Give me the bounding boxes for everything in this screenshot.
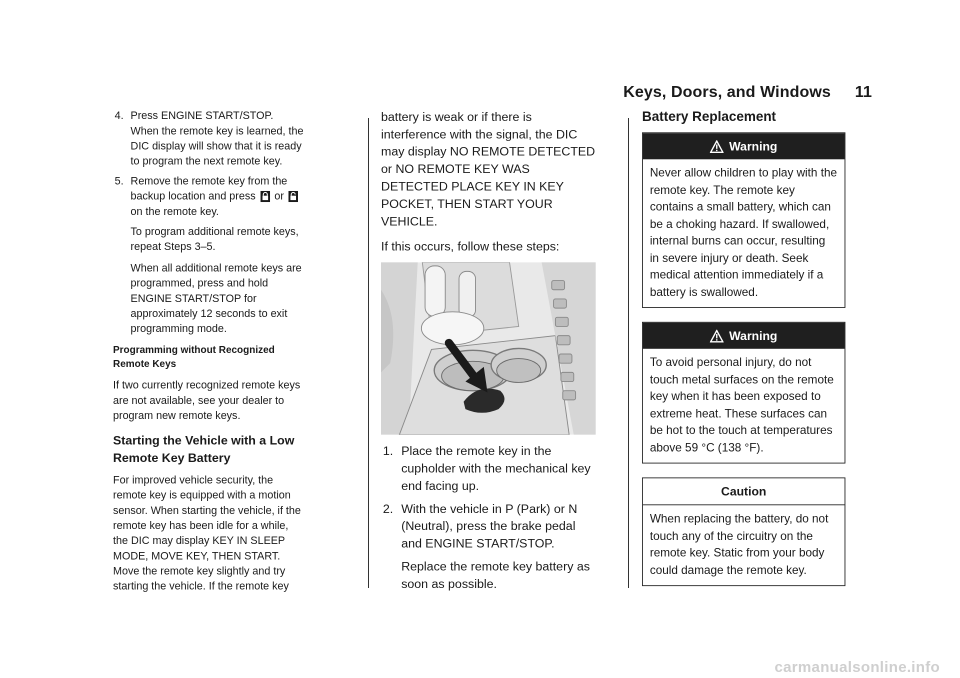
paragraph: If two currently recognized remote keys are not available, see your dealer to program new remote keys. (113, 379, 301, 422)
column-1 (113, 108, 304, 600)
warning-box (642, 322, 845, 464)
caution-box (642, 477, 845, 586)
step-number: 5. (114, 174, 124, 187)
unlock-icon (289, 191, 299, 202)
warning-text: Never allow children to play with the remote key. The remote key contains a small battery, which can be a choking hazard. If swallowed, internal burns can occur, resulting in severe injury or death. Seek medical attention immediately if a battery is swallowed. (649, 166, 838, 298)
sub-paragraph: To program additional remote keys, repeat Steps 3–5. (130, 225, 299, 253)
page-number: 11 (854, 84, 872, 101)
step-text-after: on the remote key. (130, 205, 219, 218)
step-number: 2. (382, 501, 394, 516)
step-text: Place the remote key in the cupholder with the mechanical key end facing up. (401, 443, 591, 493)
watermark: carmanualsonline.info (774, 659, 940, 676)
step-number: 4. (114, 109, 124, 122)
warning-triangle-icon (710, 140, 724, 153)
paragraph: battery is weak or if there is interference with the signal, the DIC may display NO REMOTE DETECTED or NO REMOTE KEY WAS DETECTED PLACE KEY IN KEY POCKET, THEN START YOUR VEHICLE. (381, 109, 596, 229)
step-text-or: or (274, 190, 284, 203)
subheading: Programming without Recognized Remote Keys (113, 344, 275, 370)
step-number: 1. (382, 443, 394, 458)
column-2 (381, 108, 596, 600)
paragraph: For improved vehicle security, the remote key is equipped with a motion sensor. When starting the vehicle, if the remote key has been idle for a while, the DIC may display KEY IN SLEEP MODE, MOVE KEY, THEN START. Move the remote key slightly and try starting the vehicle. If the remote key (113, 474, 301, 593)
column-divider (368, 118, 369, 588)
lock-icon (260, 191, 270, 202)
section-title: Keys, Doors, and Windows (623, 84, 831, 101)
sub-paragraph: Replace the remote key battery as soon as possible. (401, 559, 590, 591)
warning-triangle-icon (710, 330, 724, 343)
warning-header (643, 323, 845, 349)
step-text-before: Remove the remote key from the backup location and press (130, 174, 288, 203)
warning-text: To avoid personal injury, do not touch metal surfaces on the remote key when it has been exposed to extreme heat. These surfaces can be hot to the touch at temperatures above 59 °C (138 °F). (649, 355, 834, 454)
column-3 (642, 108, 845, 600)
warning-title: Warning (729, 328, 778, 343)
paragraph: If this occurs, follow these steps: (381, 239, 560, 254)
section-heading: Battery Replacement (642, 109, 777, 125)
section-heading: Starting the Vehicle with a Low Remote Key Battery (113, 434, 295, 466)
step-text: With the vehicle in P (Park) or N (Neutral), press the brake pedal and ENGINE START/STOP. (401, 501, 578, 551)
warning-header (643, 133, 845, 159)
step-5 (113, 173, 304, 218)
warning-box (642, 132, 845, 308)
step-text: Press ENGINE START/STOP. When the remote key is learned, the DIC display will show that it is ready to program the next remote key. (130, 109, 304, 168)
sub-paragraph: When all additional remote keys are programmed, press and hold ENGINE START/STOP for approximately 12 seconds to exit programming mode. (130, 261, 302, 335)
caution-title: Caution (643, 478, 845, 505)
caution-text: When replacing the battery, do not touch any of the circuitry on the remote key. Static from your body could damage the remote key. (649, 512, 829, 577)
step-4 (113, 108, 304, 169)
step-2 (381, 500, 596, 552)
cupholder-illustration (381, 262, 596, 435)
column-divider (628, 118, 629, 588)
warning-title: Warning (729, 139, 778, 154)
step-1 (381, 442, 596, 494)
page-header (623, 84, 872, 102)
